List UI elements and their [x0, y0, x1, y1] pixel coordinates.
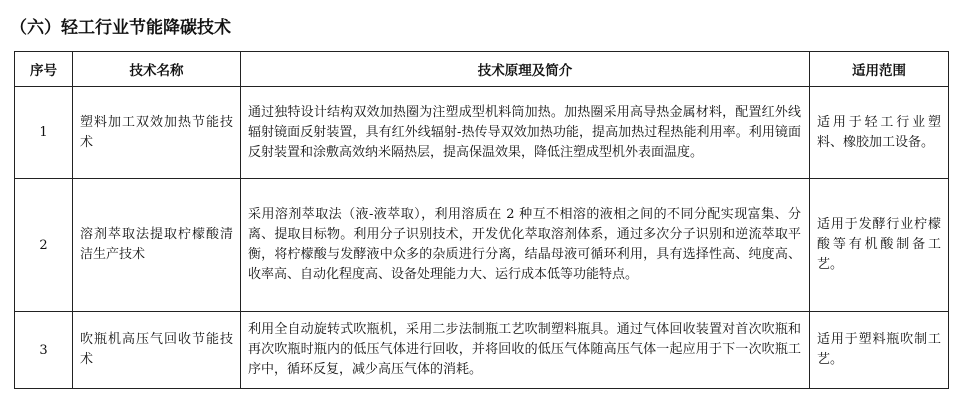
- technology-table: [14, 51, 949, 389]
- row-tech-name: 溶剂萃取法提取柠檬酸清洁生产技术: [73, 179, 241, 312]
- row-principle: 采用溶剂萃取法（液-液萃取），利用溶质在 2 种互不相溶的液相之间的不同分配实现富集、分离、提取目标物。利用分子识别技术，开发优化萃取溶剂体系，通过多次分子识别和逆流萃取平衡，将柠檬酸与发酵液中众多的杂质进行分离，结晶母液可循环利用，具有选择性高、纯度高、收率高、自动化程度高、设备处理能力大、运行成本低等功能特点。: [241, 179, 810, 312]
- header-scope: 适用范围: [810, 52, 949, 87]
- row-tech-name: 塑料加工双效加热节能技术: [73, 87, 241, 179]
- header-principle: 技术原理及简介: [241, 52, 810, 87]
- row-seq: 1: [15, 87, 73, 179]
- row-scope: 适用于发酵行业柠檬酸等有机酸制备工艺。: [810, 179, 949, 312]
- row-seq: 3: [15, 312, 73, 389]
- row-tech-name: 吹瓶机高压气回收节能技术: [73, 312, 241, 389]
- table-row: [15, 87, 949, 179]
- table-header-row: [15, 52, 949, 87]
- header-seq: 序号: [15, 52, 73, 87]
- table-row: [15, 312, 949, 389]
- row-principle: 利用全自动旋转式吹瓶机，采用二步法制瓶工艺吹制塑料瓶具。通过气体回收装置对首次吹瓶和再次吹瓶时瓶内的低压气体进行回收，并将回收的低压气体随高压气体一起应用于下一次吹瓶工序中，循环反复，减少高压气体的消耗。: [241, 312, 810, 389]
- row-scope: 适用于塑料瓶吹制工艺。: [810, 312, 949, 389]
- table-row: [15, 179, 949, 312]
- section-title: （六）轻工行业节能降碳技术: [10, 18, 231, 38]
- header-tech-name: 技术名称: [73, 52, 241, 87]
- row-principle: 通过独特设计结构双效加热圈为注塑成型机料筒加热。加热圈采用高导热金属材料，配置红外线辐射镜面反射装置，具有红外线辐射-热传导双效加热功能，提高加热过程热能利用率。利用镜面反射装置和涂敷高效纳米隔热层，提高保温效果，降低注塑成型机外表面温度。: [241, 87, 810, 179]
- row-scope: 适用于轻工行业塑料、橡胶加工设备。: [810, 87, 949, 179]
- row-seq: 2: [15, 179, 73, 312]
